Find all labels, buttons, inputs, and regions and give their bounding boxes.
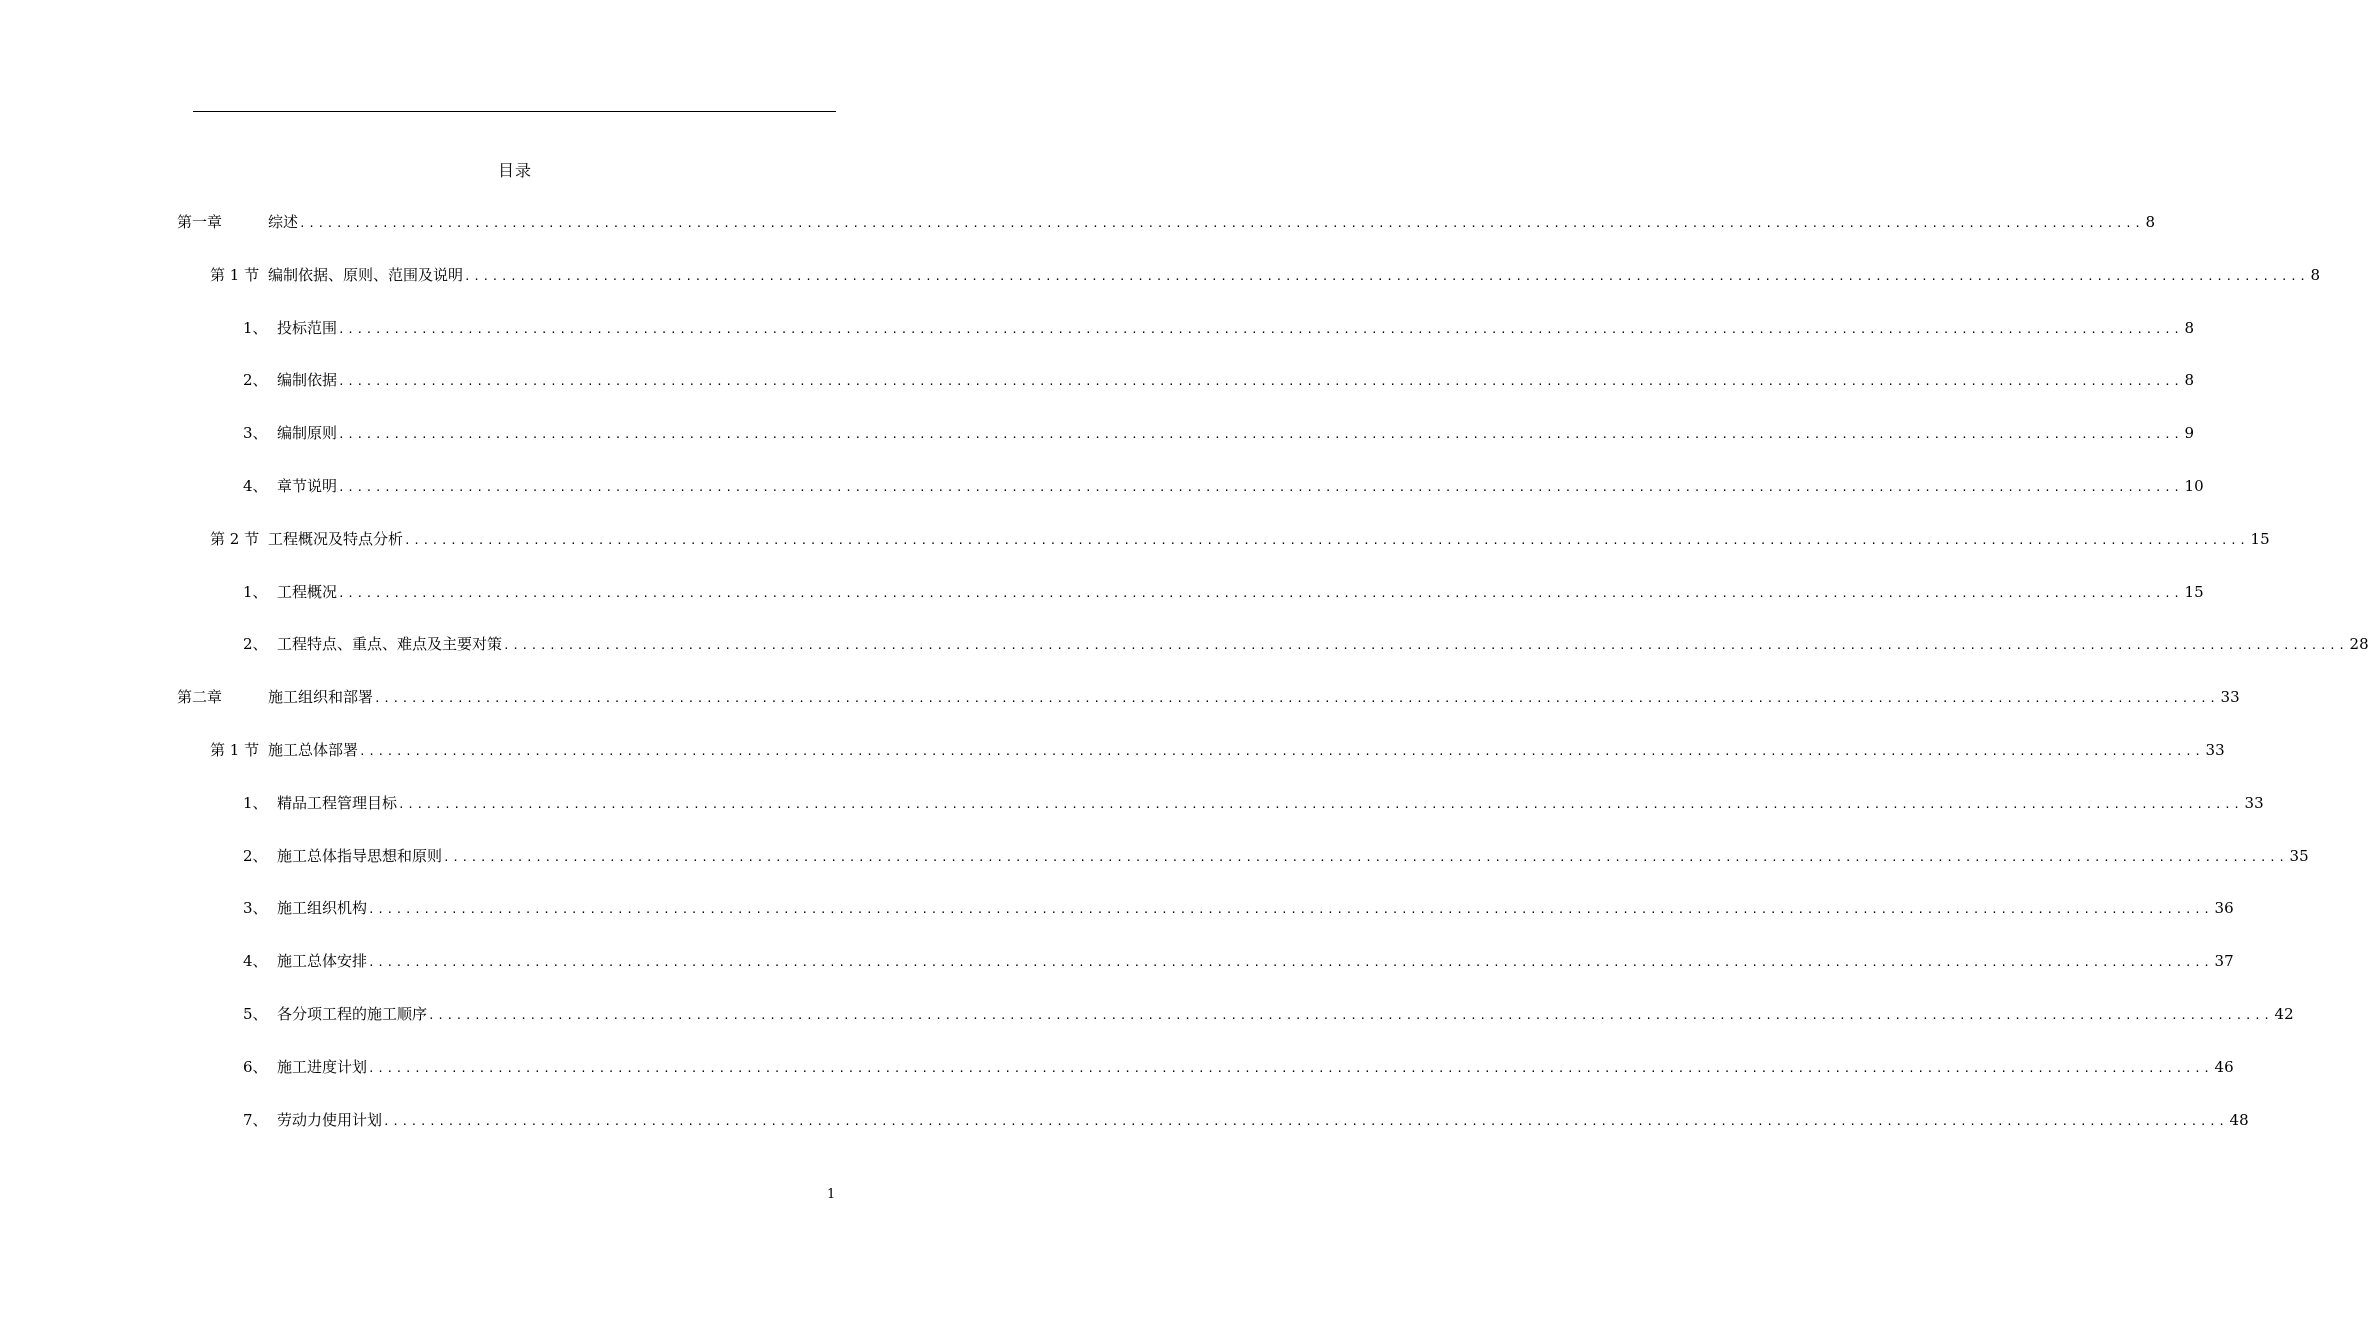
toc-entry-page: 37 <box>2214 952 2234 970</box>
toc-entry-label: 施工总体指导思想和原则 <box>277 847 443 865</box>
toc-entry[interactable] <box>243 951 2234 971</box>
toc-entry-label: 工程概况及特点分析 <box>268 530 404 548</box>
toc-entry-page: 36 <box>2214 899 2234 917</box>
toc-entry-page: 48 <box>2229 1111 2249 1129</box>
toc-entry[interactable] <box>210 740 2225 760</box>
toc-entry[interactable] <box>210 265 2321 285</box>
toc-entry-label: 精品工程管理目标 <box>277 794 398 812</box>
dot-leader: ........................................................................................................................................................................................................ <box>368 903 2213 916</box>
toc-entry-page: 28 <box>2349 635 2369 653</box>
dot-leader: ........................................................................................................................................................................................................ <box>404 534 2249 547</box>
dot-leader: ........................................................................................................................................................................................................ <box>374 692 2219 705</box>
toc-entry[interactable] <box>243 318 2195 338</box>
toc-entry-label: 施工进度计划 <box>277 1058 368 1076</box>
toc-entry-label: 施工组织和部署 <box>268 688 374 706</box>
toc-entry[interactable] <box>243 582 2204 602</box>
dot-leader: ........................................................................................................................................................................................................ <box>503 639 2348 652</box>
toc-entry-page: 35 <box>2289 847 2309 865</box>
toc-entry-number: 1、 <box>243 583 268 601</box>
toc-entry-label: 工程特点、重点、难点及主要对策 <box>277 635 503 653</box>
toc-entry[interactable] <box>177 687 2240 707</box>
dot-leader: ........................................................................................................................................................................................................ <box>359 745 2204 758</box>
toc-entry-number: 2、 <box>243 371 268 389</box>
toc-entry-number: 第 1 节 <box>210 266 260 284</box>
dot-leader: ........................................................................................................................................................................................................ <box>338 375 2183 388</box>
toc-entry-number: 7、 <box>243 1111 268 1129</box>
page-number: 1 <box>827 1187 836 1202</box>
toc-entry[interactable] <box>243 793 2264 813</box>
toc-entry[interactable] <box>243 846 2309 866</box>
toc-entry-number: 3、 <box>243 899 268 917</box>
dot-leader: ........................................................................................................................................................................................................ <box>299 217 2144 230</box>
toc-entry-page: 9 <box>2184 424 2195 442</box>
dot-leader: ........................................................................................................................................................................................................ <box>338 587 2183 600</box>
toc-entry-label: 施工总体安排 <box>277 952 368 970</box>
dot-leader: ........................................................................................................................................................................................................ <box>368 1062 2213 1075</box>
dot-leader: ........................................................................................................................................................................................................ <box>368 956 2213 969</box>
dot-leader: ........................................................................................................................................................................................................ <box>383 1115 2228 1128</box>
toc-entry-number: 第 1 节 <box>210 741 260 759</box>
toc-entry-page: 33 <box>2220 688 2240 706</box>
toc-entry-number: 6、 <box>243 1058 268 1076</box>
toc-entry[interactable] <box>243 1004 2294 1024</box>
toc-entry-label: 施工组织机构 <box>277 899 368 917</box>
toc-entry-page: 46 <box>2214 1058 2234 1076</box>
toc-entry-label: 编制依据 <box>277 371 338 389</box>
toc-entry-page: 8 <box>2184 371 2195 389</box>
toc-entry-number: 2、 <box>243 635 268 653</box>
toc-entry-page: 8 <box>2184 319 2195 337</box>
toc-entry-label: 投标范围 <box>277 319 338 337</box>
dot-leader: ........................................................................................................................................................................................................ <box>338 428 2183 441</box>
dot-leader: ........................................................................................................................................................................................................ <box>428 1009 2273 1022</box>
toc-entry-page: 33 <box>2244 794 2264 812</box>
toc-entry-label: 编制原则 <box>277 424 338 442</box>
toc-entry-page: 42 <box>2274 1005 2294 1023</box>
dot-leader: ........................................................................................................................................................................................................ <box>464 270 2309 283</box>
toc-entry-page: 15 <box>2250 530 2270 548</box>
toc-entry-number: 1、 <box>243 319 268 337</box>
toc-entry-number: 1、 <box>243 794 268 812</box>
toc-entry[interactable] <box>177 212 2156 232</box>
toc-entry-label: 各分项工程的施工顺序 <box>277 1005 428 1023</box>
toc-entry-label: 编制依据、原则、范围及说明 <box>268 266 464 284</box>
toc-entry[interactable] <box>243 634 2369 654</box>
dot-leader: ........................................................................................................................................................................................................ <box>398 798 2243 811</box>
toc-entry[interactable] <box>243 370 2195 390</box>
toc-entry-page: 8 <box>2145 213 2156 231</box>
toc-entry-number: 5、 <box>243 1005 268 1023</box>
toc-entry-label: 施工总体部署 <box>268 741 359 759</box>
toc-entry-label: 工程概况 <box>277 583 338 601</box>
toc-title: 目录 <box>497 161 532 180</box>
toc-entry-page: 8 <box>2310 266 2321 284</box>
dot-leader: ........................................................................................................................................................................................................ <box>443 851 2288 864</box>
dot-leader: ........................................................................................................................................................................................................ <box>338 323 2183 336</box>
toc-entry[interactable] <box>243 476 2204 496</box>
dot-leader: ........................................................................................................................................................................................................ <box>338 481 2183 494</box>
toc-entry-number: 4、 <box>243 477 268 495</box>
toc-entry-page: 15 <box>2184 583 2204 601</box>
toc-entry[interactable] <box>210 529 2270 549</box>
toc-entry[interactable] <box>243 898 2234 918</box>
toc-entry-number: 第一章 <box>177 213 223 231</box>
toc-entry-page: 10 <box>2184 477 2204 495</box>
toc-entry[interactable] <box>243 1057 2234 1077</box>
toc-entry[interactable] <box>243 1110 2249 1130</box>
toc-entry-label: 劳动力使用计划 <box>277 1111 383 1129</box>
toc-entry-number: 4、 <box>243 952 268 970</box>
toc-entry-page: 33 <box>2205 741 2225 759</box>
toc-entry-number: 3、 <box>243 424 268 442</box>
toc-entry-number: 第二章 <box>177 688 223 706</box>
toc-entry-number: 2、 <box>243 847 268 865</box>
toc-entry[interactable] <box>243 423 2195 443</box>
toc-entry-label: 综述 <box>268 213 299 231</box>
toc-entry-number: 第 2 节 <box>210 530 260 548</box>
toc-entry-label: 章节说明 <box>277 477 338 495</box>
